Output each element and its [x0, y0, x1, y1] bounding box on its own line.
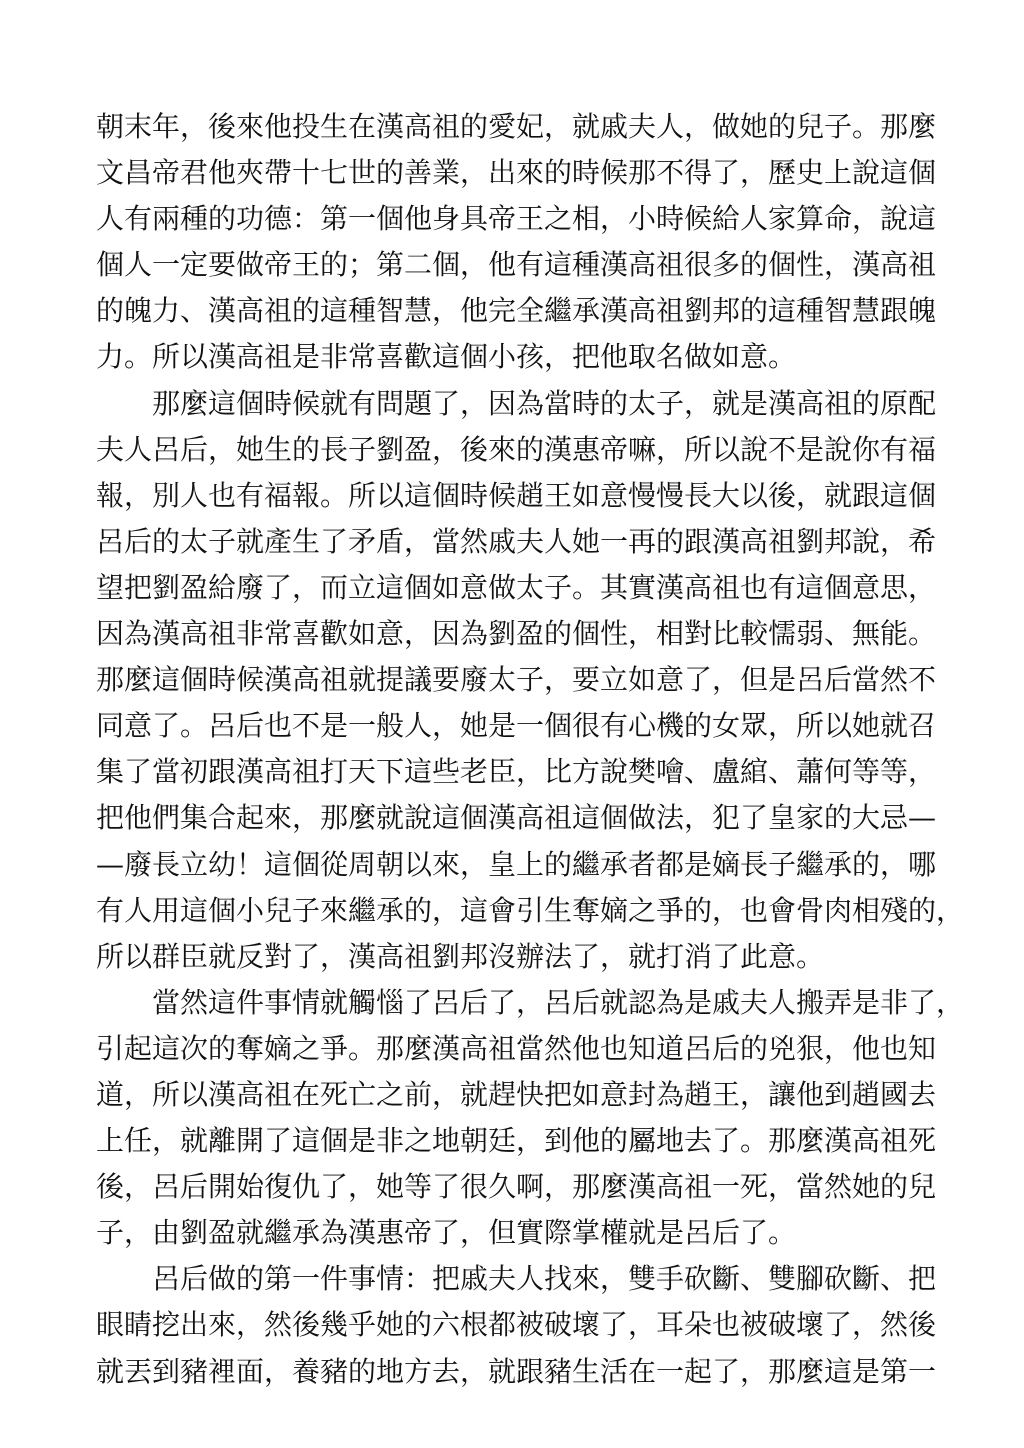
text-line: 報，別人也有福報。所以這個時候趙王如意慢慢長大以後，就跟這個 [96, 478, 937, 512]
text-line: 後，呂后開始復仇了，她等了很久啊，那麼漢高祖一死，當然她的兒 [96, 1170, 937, 1204]
text-line: 上任，就離開了這個是非之地朝廷，到他的屬地去了。那麼漢高祖死 [96, 1124, 937, 1158]
text-line: —廢長立幼！這個從周朝以來，皇上的繼承者都是嫡長子繼承的，哪 [96, 847, 937, 881]
text-line: 那麼這個時候漢高祖就提議要廢太子，要立如意了，但是呂后當然不 [96, 663, 937, 697]
text-line: 同意了。呂后也不是一般人，她是一個很有心機的女眾，所以她就召 [96, 709, 937, 743]
text-line: 人有兩種的功德：第一個他身具帝王之相，小時候給人家算命，說這 [96, 202, 937, 236]
text-line: 因為漢高祖非常喜歡如意，因為劉盈的個性，相對比較懦弱、無能。 [96, 617, 937, 651]
text-line: 夫人呂后，她生的長子劉盈，後來的漢惠帝嘛，所以說不是說你有福 [96, 432, 937, 466]
text-line: 子，由劉盈就繼承為漢惠帝了，但實際掌權就是呂后了。 [96, 1216, 797, 1250]
text-line: 文昌帝君他夾帶十七世的善業，出來的時候那不得了，歷史上說這個 [96, 156, 937, 190]
text-line: 引起這次的奪嫡之爭。那麼漢高祖當然他也知道呂后的兇狠，他也知 [96, 1031, 937, 1065]
text-line: 把他們集合起來，那麼就說這個漢高祖這個做法，犯了皇家的大忌— [96, 801, 937, 835]
text-line: 朝末年，後來他投生在漢高祖的愛妃，就戚夫人，做她的兒子。那麼 [96, 110, 937, 143]
text-line: 的魄力、漢高祖的這種智慧，他完全繼承漢高祖劉邦的這種智慧跟魄 [96, 294, 937, 328]
text-line: 呂后做的第一件事情：把戚夫人找來，雙手砍斷、雙腳砍斷、把 [152, 1262, 937, 1296]
text-line: 就丟到豬裡面，養豬的地方去，就跟豬生活在一起了，那麼這是第一 [96, 1354, 937, 1388]
text-line: 有人用這個小兒子來繼承的，這會引生奪嫡之爭的，也會骨肉相殘的， [96, 893, 965, 927]
text-line: 所以群臣就反對了，漢高祖劉邦沒辦法了，就打消了此意。 [96, 939, 825, 973]
text-line: 眼睛挖出來，然後幾乎她的六根都被破壞了，耳朵也被破壞了，然後 [96, 1308, 937, 1342]
text-line: 力。所以漢高祖是非常喜歡這個小孩，把他取名做如意。 [96, 340, 797, 374]
text-line: 道，所以漢高祖在死亡之前，就趕快把如意封為趙王，讓他到趙國去 [96, 1077, 937, 1111]
text-line: 當然這件事情就觸惱了呂后了，呂后就認為是戚夫人搬弄是非了， [152, 985, 965, 1019]
text-line: 集了當初跟漢高祖打天下這些老臣，比方說樊噲、盧綰、蕭何等等， [96, 755, 937, 789]
body-text [96, 104, 965, 1395]
text-line: 呂后的太子就產生了矛盾，當然戚夫人她一再的跟漢高祖劉邦說，希 [96, 524, 937, 558]
text-line: 那麼這個時候就有問題了，因為當時的太子，就是漢高祖的原配 [152, 386, 937, 420]
text-line: 個人一定要做帝王的；第二個，他有這種漢高祖很多的個性，漢高祖 [96, 248, 937, 282]
text-line: 望把劉盈給廢了，而立這個如意做太子。其實漢高祖也有這個意思， [96, 570, 937, 604]
